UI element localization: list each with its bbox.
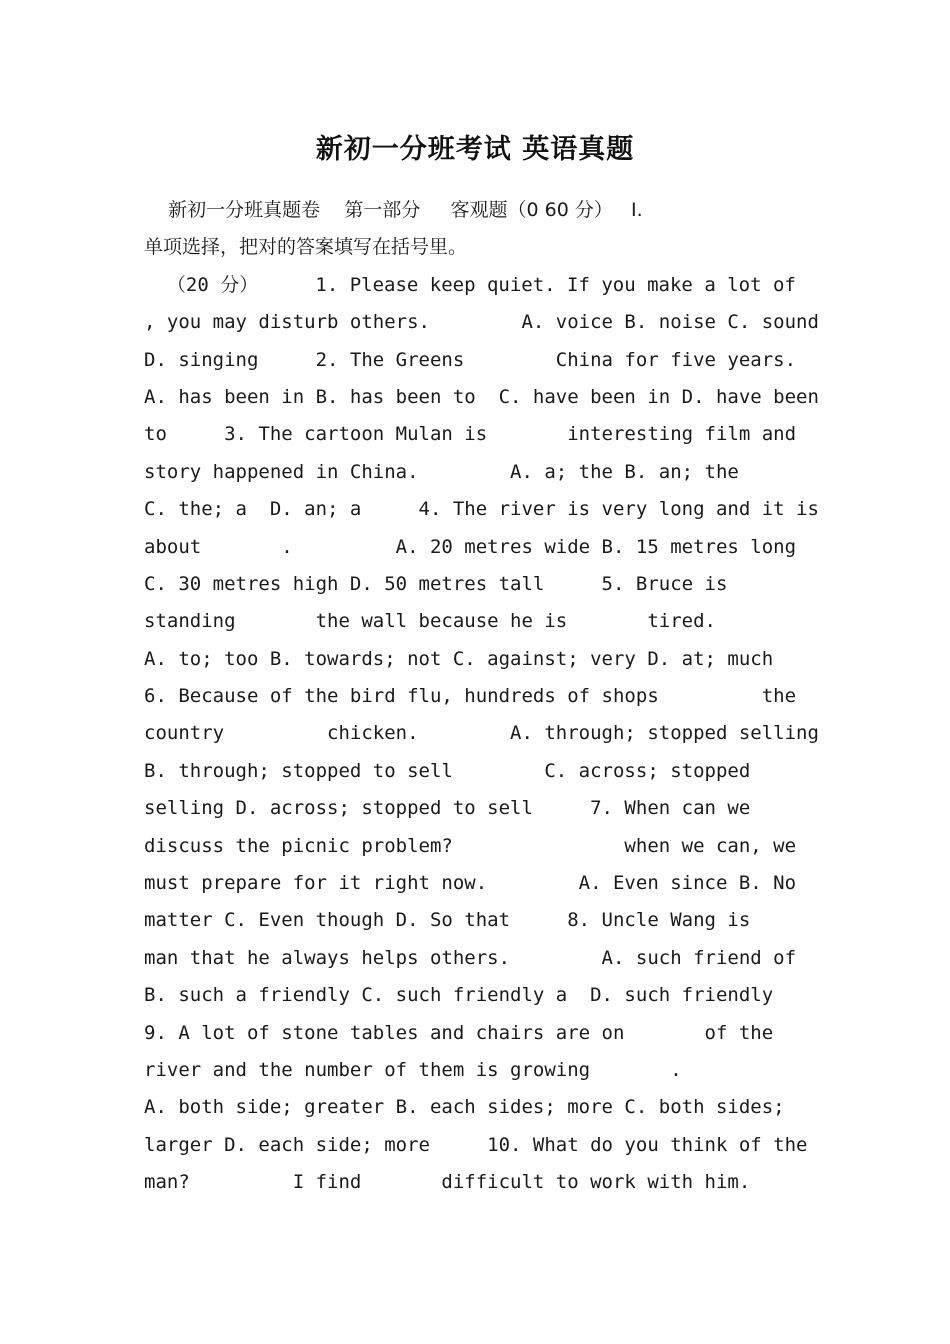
text-line: A. both side; greater B. each sides; more C. both sides;: [144, 1096, 785, 1119]
text-line: standing the wall because he is tired.: [144, 610, 716, 633]
text-line: story happened in China. A. a; the B. an; the: [144, 460, 739, 483]
text-line: 单项选择，把对的答案填写在括号里。: [144, 236, 468, 259]
text-line: selling D. across; stopped to sell 7. When can we: [144, 797, 751, 820]
text-line: must prepare for it right now. A. Even since B. No: [144, 872, 797, 895]
text-line: larger D. each side; more 10. What do you think of the: [144, 1133, 808, 1156]
text-line: , you may disturb others. A. voice B. noise C. sound: [144, 311, 819, 334]
text-line: matter C. Even though D. So that 8. Uncle Wang is: [144, 909, 751, 932]
text-line: to 3. The cartoon Mulan is interesting film and: [144, 423, 797, 446]
text-line: C. the; a D. an; a 4. The river is very long and it is: [144, 498, 819, 521]
text-line: A. to; too B. towards; not C. against; very D. at; much: [144, 647, 774, 670]
text-line: A. has been in B. has been to C. have been in D. have been: [144, 385, 819, 408]
text-line: D. singing 2. The Greens China for five years.: [144, 348, 797, 371]
text-line: 6. Because of the bird flu, hundreds of shops the: [144, 685, 797, 708]
text-line: discuss the picnic problem? when we can, we: [144, 834, 797, 857]
text-line: country chicken. A. through; stopped selling: [144, 722, 819, 745]
text-line: about . A. 20 metres wide B. 15 metres long: [144, 535, 797, 558]
text-line: river and the number of them is growing .: [144, 1058, 682, 1081]
text-line: man? I find difficult to work with him.: [144, 1171, 751, 1194]
text-line: C. 30 metres high D. 50 metres tall 5. Bruce is: [144, 572, 728, 595]
text-line: 9. A lot of stone tables and chairs are on of the: [144, 1021, 774, 1044]
document-title: 新初一分班考试 英语真题: [315, 134, 635, 165]
text-line: 新初一分班真题卷 第一部分 客观题（0 60 分） Ⅰ.: [144, 199, 643, 221]
text-line: B. through; stopped to sell C. across; stopped: [144, 759, 751, 782]
text-line: man that he always helps others. A. such friend of: [144, 946, 797, 969]
document-body: [144, 192, 824, 1202]
text-line: （20 分） 1. Please keep quiet. If you make a lot of: [144, 273, 796, 296]
text-line: B. such a friendly C. such friendly a D. such friendly: [144, 984, 774, 1007]
